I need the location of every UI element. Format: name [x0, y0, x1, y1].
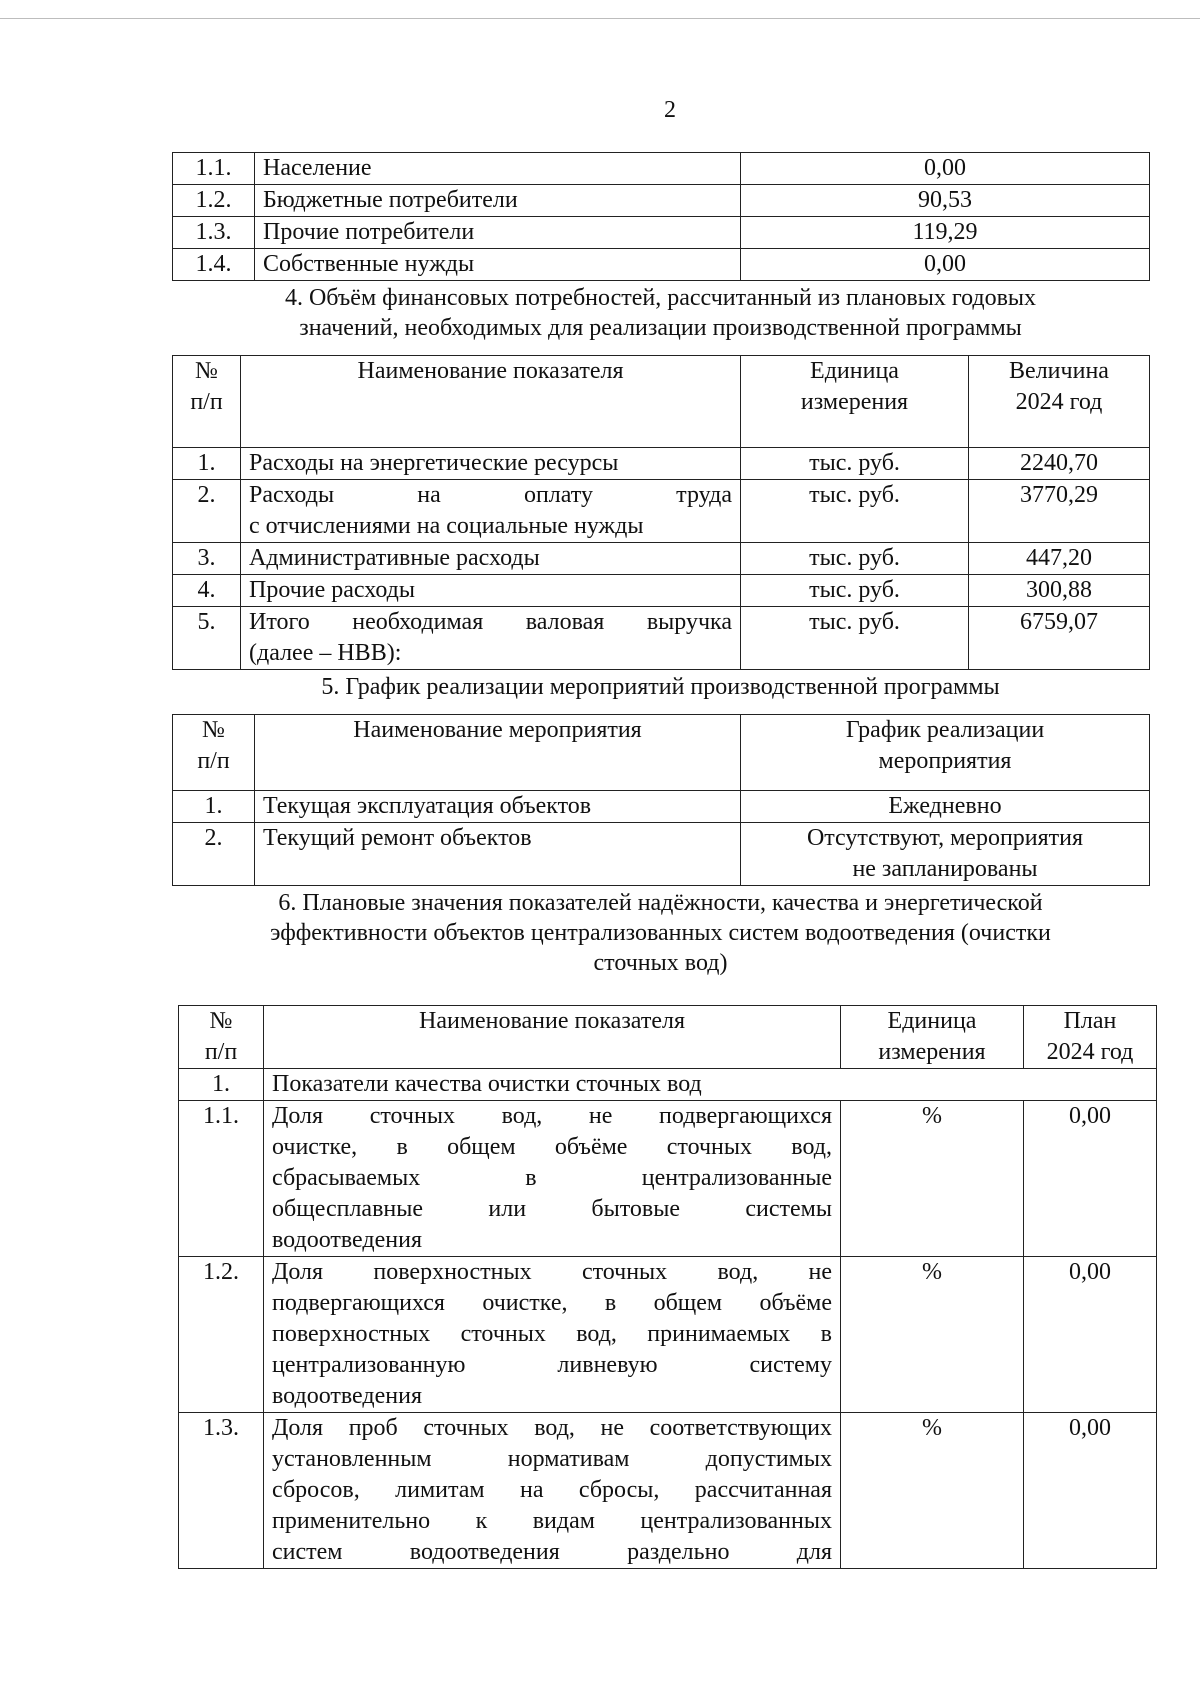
finance-table [172, 355, 1150, 670]
table-row [173, 575, 1150, 607]
row-name: Прочие потребители [255, 217, 741, 249]
row-name: Расходы на оплату труда с отчислениями на социальные нужды [241, 480, 741, 543]
header-unit: Единица измерения [741, 356, 969, 448]
header-schedule: График реализации мероприятия [741, 715, 1150, 791]
table-header [173, 715, 1150, 791]
table-row [179, 1257, 1157, 1413]
row-unit: тыс. руб. [741, 543, 969, 575]
row-name: Прочие расходы [241, 575, 741, 607]
row-name: Доля проб сточных вод, не соответствующих установленным нормативам допустимых сбросов, лимитам на сбросы, рассчитанная применительно к видам централизованных систем водоотведения раздельно для [264, 1413, 841, 1569]
group-name: Показатели качества очистки сточных вод [264, 1069, 1157, 1101]
header-num: № п/п [173, 715, 255, 791]
row-unit: тыс. руб. [741, 607, 969, 670]
row-num: 1.1. [173, 153, 255, 185]
table-row [179, 1101, 1157, 1257]
row-name: Административные расходы [241, 543, 741, 575]
row-value: 90,53 [741, 185, 1150, 217]
row-unit: тыс. руб. [741, 448, 969, 480]
table-row [173, 217, 1150, 249]
row-name: Текущая эксплуатация объектов [255, 791, 741, 823]
row-name: Расходы на энергетические ресурсы [241, 448, 741, 480]
row-value: 300,88 [969, 575, 1150, 607]
table-row [173, 480, 1150, 543]
row-num: 1.2. [179, 1257, 264, 1413]
header-name: Наименование показателя [241, 356, 741, 448]
row-schedule: Ежедневно [741, 791, 1150, 823]
row-num: 1.4. [173, 249, 255, 281]
row-unit: % [841, 1101, 1024, 1257]
row-value: 447,20 [969, 543, 1150, 575]
row-name: Итого необходимая валовая выручка (далее – НВВ): [241, 607, 741, 670]
row-value: 0,00 [1024, 1257, 1157, 1413]
table-header [173, 356, 1150, 448]
header-plan: План 2024 год [1024, 1006, 1157, 1069]
table-row [173, 791, 1150, 823]
table-row [173, 249, 1150, 281]
row-unit: тыс. руб. [741, 575, 969, 607]
header-name: Наименование мероприятия [255, 715, 741, 791]
group-num: 1. [179, 1069, 264, 1101]
row-value: 119,29 [741, 217, 1150, 249]
consumption-table [172, 152, 1150, 281]
row-name: Доля поверхностных сточных вод, не подвергающихся очистке, в общем объёме поверхностных сточных вод, принимаемых в централизованную ливневую систему водоотведения [264, 1257, 841, 1413]
row-name: Доля сточных вод, не подвергающихся очистке, в общем объёме сточных вод, сбрасываемых в централизованные общесплавные или бытовые системы водоотведения [264, 1101, 841, 1257]
row-num: 2. [173, 823, 255, 886]
row-value: 2240,70 [969, 448, 1150, 480]
table-row [173, 185, 1150, 217]
page-number: 2 [664, 97, 676, 123]
row-value: 0,00 [741, 249, 1150, 281]
row-schedule: Отсутствуют, мероприятия не запланированы [741, 823, 1150, 886]
table-row [173, 153, 1150, 185]
row-name: Население [255, 153, 741, 185]
row-value: 3770,29 [969, 480, 1150, 543]
schedule-table [172, 714, 1150, 886]
row-value: 0,00 [1024, 1413, 1157, 1569]
section4-title: 4. Объём финансовых потребностей, рассчитанный из плановых годовых значений, необходимых для реализации производственной программы [284, 285, 1037, 341]
scan-top-edge [0, 18, 1200, 19]
table-row [173, 543, 1150, 575]
table-row [173, 823, 1150, 886]
row-unit: % [841, 1257, 1024, 1413]
row-num: 1.2. [173, 185, 255, 217]
row-value: 0,00 [1024, 1101, 1157, 1257]
row-num: 4. [173, 575, 241, 607]
header-num: № п/п [179, 1006, 264, 1069]
header-num: № п/п [173, 356, 241, 448]
row-name: Текущий ремонт объектов [255, 823, 741, 886]
header-unit: Единица измерения [841, 1006, 1024, 1069]
table-row [179, 1413, 1157, 1569]
row-unit: тыс. руб. [741, 480, 969, 543]
section5-title: 5. График реализации мероприятий производственной программы [321, 674, 1000, 700]
section6-title: 6. Плановые значения показателей надёжности, качества и энергетической эффективности объектов централизованных систем водоотведения (очистки сточных вод) [270, 890, 1051, 976]
row-num: 5. [173, 607, 241, 670]
table-header [179, 1006, 1157, 1069]
row-num: 1.3. [179, 1413, 264, 1569]
row-num: 1.3. [173, 217, 255, 249]
row-name: Собственные нужды [255, 249, 741, 281]
row-num: 1.1. [179, 1101, 264, 1257]
row-num: 3. [173, 543, 241, 575]
row-name: Бюджетные потребители [255, 185, 741, 217]
row-value: 0,00 [741, 153, 1150, 185]
table-group-row [179, 1069, 1157, 1101]
table-row [173, 607, 1150, 670]
row-num: 2. [173, 480, 241, 543]
header-name: Наименование показателя [264, 1006, 841, 1069]
row-value: 6759,07 [969, 607, 1150, 670]
row-num: 1. [173, 448, 241, 480]
header-value: Величина 2024 год [969, 356, 1150, 448]
row-num: 1. [173, 791, 255, 823]
indicators-table [178, 1005, 1157, 1569]
table-row [173, 448, 1150, 480]
row-unit: % [841, 1413, 1024, 1569]
